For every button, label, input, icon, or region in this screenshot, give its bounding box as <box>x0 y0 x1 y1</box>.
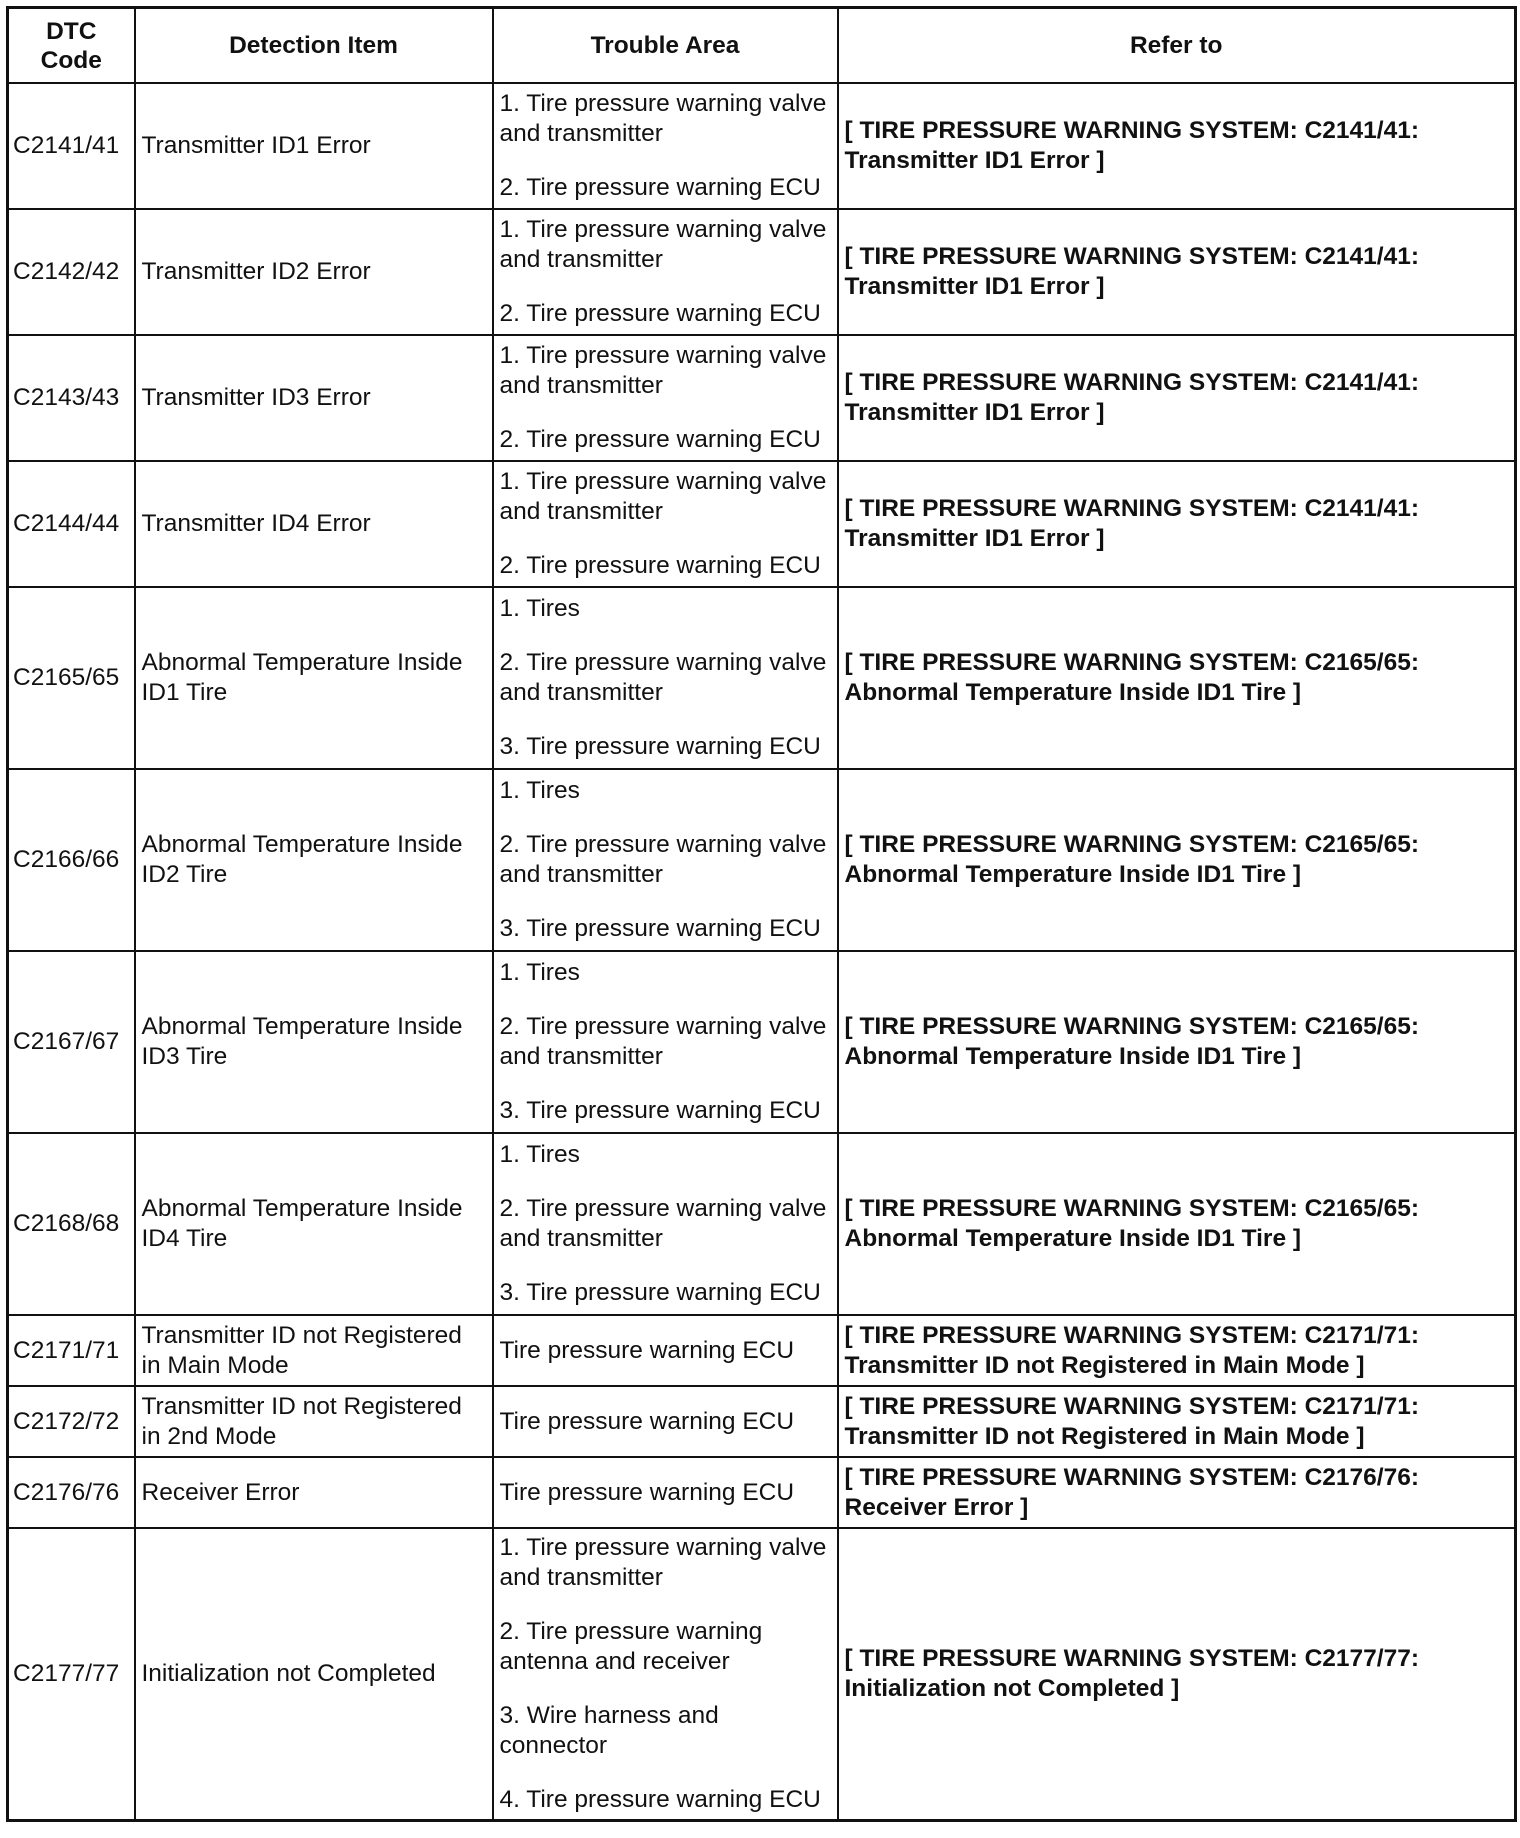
trouble-area-item: 3. Tire pressure warning ECU <box>499 733 821 760</box>
trouble-area-cell <box>493 83 838 209</box>
table-row <box>8 1315 1516 1386</box>
trouble-area-cell <box>493 1528 838 1821</box>
trouble-area-item: Tire pressure warning ECU <box>499 1407 795 1435</box>
trouble-area-cell <box>493 587 838 769</box>
trouble-area-cell <box>493 1457 838 1528</box>
header-trouble-area: Trouble Area <box>493 8 838 84</box>
table-row <box>8 335 1516 461</box>
refer-to-link[interactable]: [ TIRE PRESSURE WARNING SYSTEM: C2177/77: Initialization not Completed ] <box>838 1528 1516 1821</box>
detection-item-cell: Transmitter ID not Registered in 2nd Mode <box>135 1386 493 1457</box>
trouble-area-item: 1. Tires <box>499 959 580 986</box>
dtc-code-cell: C2144/44 <box>8 461 135 587</box>
detection-item-cell: Transmitter ID1 Error <box>135 83 493 209</box>
detection-item-cell: Transmitter ID3 Error <box>135 335 493 461</box>
trouble-area-cell <box>493 1133 838 1315</box>
table-row <box>8 587 1516 769</box>
dtc-code-cell: C2141/41 <box>8 83 135 209</box>
dtc-table <box>6 6 1517 1822</box>
trouble-area-item: 2. Tire pressure warning ECU <box>499 300 821 327</box>
trouble-area-item: 3. Tire pressure warning ECU <box>499 1279 821 1306</box>
trouble-area-item: 2. Tire pressure warning ECU <box>499 552 821 579</box>
trouble-area-cell <box>493 335 838 461</box>
refer-to-link[interactable]: [ TIRE PRESSURE WARNING SYSTEM: C2141/41: Transmitter ID1 Error ] <box>838 209 1516 335</box>
refer-to-link[interactable]: [ TIRE PRESSURE WARNING SYSTEM: C2165/65: Abnormal Temperature Inside ID1 Tire ] <box>838 587 1516 769</box>
dtc-code-cell: C2167/67 <box>8 951 135 1133</box>
trouble-area-cell <box>493 769 838 951</box>
trouble-area-item: 4. Tire pressure warning ECU <box>499 1786 821 1813</box>
table-row <box>8 769 1516 951</box>
trouble-area-item: 1. Tire pressure warning valve and transmitter <box>499 468 827 525</box>
detection-item-cell: Abnormal Temperature Inside ID1 Tire <box>135 587 493 769</box>
trouble-area-item: 2. Tire pressure warning valve and transmitter <box>499 831 827 888</box>
header-refer-to: Refer to <box>838 8 1516 84</box>
detection-item-cell: Receiver Error <box>135 1457 493 1528</box>
trouble-area-item: 1. Tire pressure warning valve and transmitter <box>499 90 827 147</box>
trouble-area-item: 2. Tire pressure warning valve and transmitter <box>499 1195 827 1252</box>
trouble-area-item: 1. Tires <box>499 1141 580 1168</box>
trouble-area-item: 2. Tire pressure warning ECU <box>499 426 821 453</box>
trouble-area-cell <box>493 1386 838 1457</box>
refer-to-link[interactable]: [ TIRE PRESSURE WARNING SYSTEM: C2176/76: Receiver Error ] <box>838 1457 1516 1528</box>
detection-item-cell: Abnormal Temperature Inside ID3 Tire <box>135 951 493 1133</box>
detection-item-cell: Transmitter ID not Registered in Main Mode <box>135 1315 493 1386</box>
dtc-code-cell: C2172/72 <box>8 1386 135 1457</box>
table-row <box>8 1457 1516 1528</box>
trouble-area-item: 3. Tire pressure warning ECU <box>499 1097 821 1124</box>
detection-item-cell: Abnormal Temperature Inside ID4 Tire <box>135 1133 493 1315</box>
header-row <box>8 8 1516 84</box>
dtc-code-cell: C2166/66 <box>8 769 135 951</box>
dtc-code-cell: C2165/65 <box>8 587 135 769</box>
detection-item-cell: Transmitter ID4 Error <box>135 461 493 587</box>
trouble-area-item: 2. Tire pressure warning valve and transmitter <box>499 649 827 706</box>
detection-item-cell: Initialization not Completed <box>135 1528 493 1821</box>
refer-to-link[interactable]: [ TIRE PRESSURE WARNING SYSTEM: C2171/71: Transmitter ID not Registered in Main Mode ] <box>838 1386 1516 1457</box>
trouble-area-item: 1. Tires <box>499 595 580 622</box>
trouble-area-item: 3. Tire pressure warning ECU <box>499 915 821 942</box>
trouble-area-cell <box>493 461 838 587</box>
trouble-area-item: 2. Tire pressure warning antenna and receiver <box>499 1618 763 1675</box>
trouble-area-item: 3. Wire harness and connector <box>499 1702 719 1759</box>
refer-to-link[interactable]: [ TIRE PRESSURE WARNING SYSTEM: C2165/65: Abnormal Temperature Inside ID1 Tire ] <box>838 951 1516 1133</box>
table-row <box>8 83 1516 209</box>
trouble-area-item: Tire pressure warning ECU <box>499 1478 795 1506</box>
trouble-area-item: 2. Tire pressure warning valve and transmitter <box>499 1013 827 1070</box>
table-row <box>8 1528 1516 1821</box>
dtc-code-cell: C2176/76 <box>8 1457 135 1528</box>
trouble-area-item: 1. Tire pressure warning valve and transmitter <box>499 1534 827 1591</box>
table-row <box>8 209 1516 335</box>
dtc-code-cell: C2143/43 <box>8 335 135 461</box>
table-row <box>8 461 1516 587</box>
dtc-code-cell: C2177/77 <box>8 1528 135 1821</box>
trouble-area-cell <box>493 209 838 335</box>
trouble-area-item: 1. Tire pressure warning valve and transmitter <box>499 342 827 399</box>
refer-to-link[interactable]: [ TIRE PRESSURE WARNING SYSTEM: C2165/65: Abnormal Temperature Inside ID1 Tire ] <box>838 1133 1516 1315</box>
table-row <box>8 951 1516 1133</box>
dtc-code-cell: C2171/71 <box>8 1315 135 1386</box>
trouble-area-cell <box>493 951 838 1133</box>
table-row <box>8 1133 1516 1315</box>
trouble-area-item: Tire pressure warning ECU <box>499 1336 795 1364</box>
refer-to-link[interactable]: [ TIRE PRESSURE WARNING SYSTEM: C2141/41: Transmitter ID1 Error ] <box>838 461 1516 587</box>
refer-to-link[interactable]: [ TIRE PRESSURE WARNING SYSTEM: C2141/41: Transmitter ID1 Error ] <box>838 83 1516 209</box>
detection-item-cell: Transmitter ID2 Error <box>135 209 493 335</box>
trouble-area-item: 1. Tire pressure warning valve and transmitter <box>499 216 827 273</box>
dtc-code-cell: C2142/42 <box>8 209 135 335</box>
trouble-area-item: 2. Tire pressure warning ECU <box>499 174 821 201</box>
refer-to-link[interactable]: [ TIRE PRESSURE WARNING SYSTEM: C2165/65: Abnormal Temperature Inside ID1 Tire ] <box>838 769 1516 951</box>
dtc-code-cell: C2168/68 <box>8 1133 135 1315</box>
refer-to-link[interactable]: [ TIRE PRESSURE WARNING SYSTEM: C2171/71: Transmitter ID not Registered in Main Mode ] <box>838 1315 1516 1386</box>
header-detection-item: Detection Item <box>135 8 493 84</box>
trouble-area-item: 1. Tires <box>499 777 580 804</box>
detection-item-cell: Abnormal Temperature Inside ID2 Tire <box>135 769 493 951</box>
trouble-area-cell <box>493 1315 838 1386</box>
table-row <box>8 1386 1516 1457</box>
header-dtc-code: DTC Code <box>8 8 135 84</box>
refer-to-link[interactable]: [ TIRE PRESSURE WARNING SYSTEM: C2141/41: Transmitter ID1 Error ] <box>838 335 1516 461</box>
